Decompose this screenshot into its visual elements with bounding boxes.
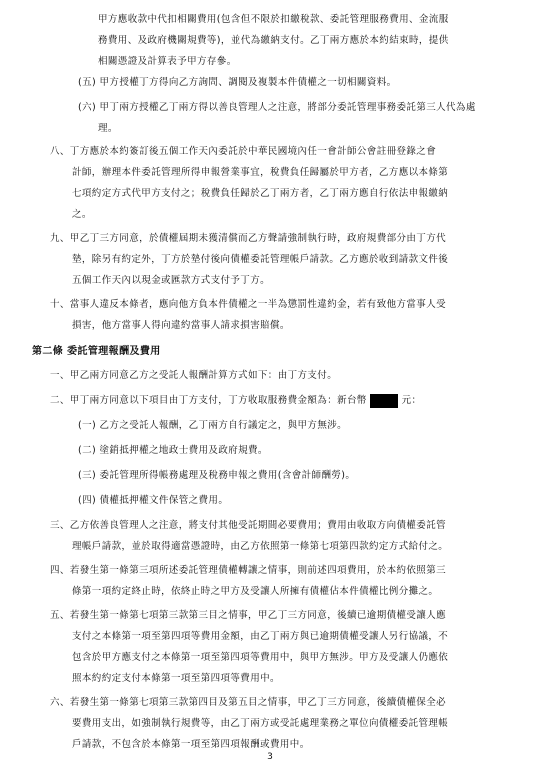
- text-line: 包含於甲方應支付之本條第一項至第四項等費用中，與甲方無涉。甲方及受讓人仍應依: [72, 652, 449, 663]
- text-line: 照本約約定支付本條第一項至第四項等費用中。: [72, 673, 280, 684]
- text-line: 支付之本條第一項至第四項等費用金額，由乙丁兩方與已逾期債權受讓人另行協議，不: [72, 631, 449, 642]
- text-line: 十、當事人違反本條者，應向他方負本件債權之一半為懲罰性違約金，若有致他方當事人受: [50, 299, 447, 310]
- text-line: (六) 甲丁兩方授權乙丁兩方得以善良管理人之注意，將部分委託管理事務委託第三人代為處: [78, 102, 476, 113]
- text-line: 八、丁方應於本約簽訂後五個工作天內委託於中華民國境內任一會計師公會註冊登錄之會: [50, 146, 437, 157]
- text-line: 戶請款，不包含於本條第一項至第四項報酬或費用中。: [72, 739, 310, 750]
- section-heading: 第二條 委託管理報酬及費用: [32, 346, 161, 357]
- text-line: 相關憑證及計算表予甲方存參。: [98, 56, 237, 67]
- text-line: 九、甲乙丁三方同意，於債權屆期未獲清償而乙方聲請強制執行時，政府規費部分由丁方代: [50, 233, 447, 244]
- text-line: (四) 債權抵押權文件保管之費用。: [78, 495, 229, 506]
- text-line: (三) 委託管理所得帳務處理及稅務申報之費用(含會計師酬勞)。: [78, 470, 356, 481]
- text-line: 要費用支出，如強制執行規費等，由乙丁兩方或受託處理業務之單位向債權委託管理帳: [72, 718, 449, 729]
- text-line: 六、若發生第一條第七項第三款第四目及第五目之情事，甲乙丁三方同意，後續債權保全必: [50, 697, 447, 708]
- text-line: 甲方應收款中代扣相關費用(包含但不限於扣繳稅款、委託管理服務費用、金流服: [98, 14, 449, 25]
- text-line: 五個工作天內以現金或匯款方式支付予丁方。: [72, 275, 271, 286]
- text-line: 四、若發生第一條第三項所述委託管理債權轉讓之情事，則前述四項費用，於本約依照第三: [50, 565, 447, 576]
- text-span: 元：: [401, 395, 422, 406]
- text-line: 五、若發生第一條第七項第三款第三目之情事，甲乙丁三方同意，後續已逾期債權受讓人應: [50, 610, 447, 621]
- text-line: 一、甲乙兩方同意乙方之受託人報酬計算方式如下：由丁方支付。: [50, 370, 338, 381]
- text-line: 墊，除另有約定外，丁方於墊付後向債權委託管理帳戶請款。乙方應於收到請款文件後: [72, 254, 449, 265]
- text-line: (二) 塗銷抵押權之地政士費用及政府規費。: [78, 445, 268, 456]
- text-line: 理帳戶請款，並於取得適當憑證時，由乙方依照第一條第七項第四款約定方式給付之。: [72, 541, 449, 552]
- text-line: (五) 甲方授權丁方得向乙方詢問、調閱及複製本件債權之一切相關資料。: [78, 77, 397, 88]
- text-line: 之。: [72, 209, 92, 220]
- text-span: 二、甲丁兩方同意以下項目由丁方支付，丁方收取服務費金額為：新台幣: [50, 395, 367, 406]
- page-number: 3: [267, 752, 273, 762]
- text-line: 計師，辦理本件委託管理所得申報營業事宜，稅費負任歸屬於甲方者，乙方應以本條第: [72, 167, 449, 178]
- redaction-box: [370, 394, 398, 408]
- text-line: (一) 乙方之受託人報酬，乙丁兩方自行議定之，與甲方無涉。: [78, 420, 348, 431]
- text-line-with-redaction: [50, 390, 421, 411]
- text-line: 損害，他方當事人得向違約當事人請求損害賠償。: [72, 320, 290, 331]
- text-line: 三、乙方依善良管理人之注意，將支付其他受託期間必要費用；費用由收取方向債權委託管: [50, 520, 447, 531]
- text-line: 七項約定方式代甲方支付之；稅費負任歸於乙丁兩方者，乙丁兩方應自行依法申報繳納: [72, 188, 449, 199]
- text-line: 條第一項約定終止時，依終止時之甲方及受讓人所擁有債權佔本件債權比例分攤之。: [72, 586, 439, 597]
- text-line: 理。: [98, 123, 118, 134]
- text-line: 務費用、及政府機關規費等)，並代為繳納支付。乙丁兩方應於本約結束時，提供: [98, 35, 449, 46]
